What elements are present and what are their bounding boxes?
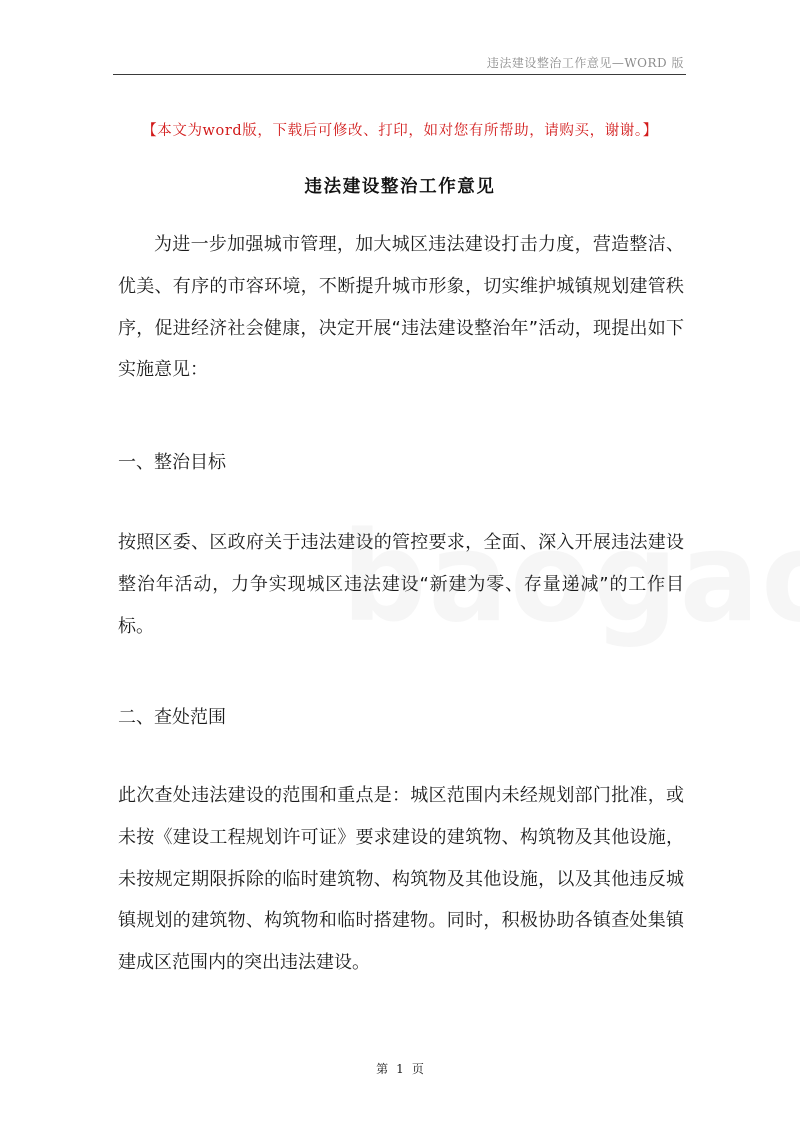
section-body-goals: 按照区委、区政府关于违法建设的管控要求，全面、深入开展违法建设整治年活动，力争实现城区违法建设“新建为零、存量递减”的工作目标。 <box>118 532 684 637</box>
page-prefix: 第 <box>376 1062 389 1076</box>
purchase-notice: 【本文为word版，下载后可修改、打印，如对您有所帮助，请购买，谢谢。】 <box>142 123 658 139</box>
document-title: 违法建设整治工作意见 <box>304 177 496 197</box>
page-footer <box>0 1060 800 1077</box>
page-number: 1 <box>396 1062 404 1076</box>
header-divider <box>113 74 686 75</box>
intro-paragraph: 为进一步加强城市管理，加大城区违法建设打击力度，营造整洁、优美、有序的市容环境，不断提升城市形象，切实维护城镇规划建管秩序，促进经济社会健康，决定开展“违法建设整治年”活动，现提出如下实施意见： <box>118 234 684 381</box>
header-running-title: 违法建设整治工作意见—WORD 版 <box>486 56 684 70</box>
section-heading-scope: 二、查处范围 <box>118 707 226 728</box>
page-suffix: 页 <box>411 1062 424 1076</box>
section-heading-goals: 一、整治目标 <box>118 452 226 473</box>
section-body-scope: 此次查处违法建设的范围和重点是：城区范围内未经规划部门批准，或未按《建设工程规划许可证》要求建设的建筑物、构筑物及其他设施，未按规定期限拆除的临时建筑物、构筑物及其他设施，以及其他违反城镇规划的建筑物、构筑物和临时搭建物。同时，积极协助各镇查处集镇建成区范围内的突出违法建设。 <box>118 785 684 974</box>
